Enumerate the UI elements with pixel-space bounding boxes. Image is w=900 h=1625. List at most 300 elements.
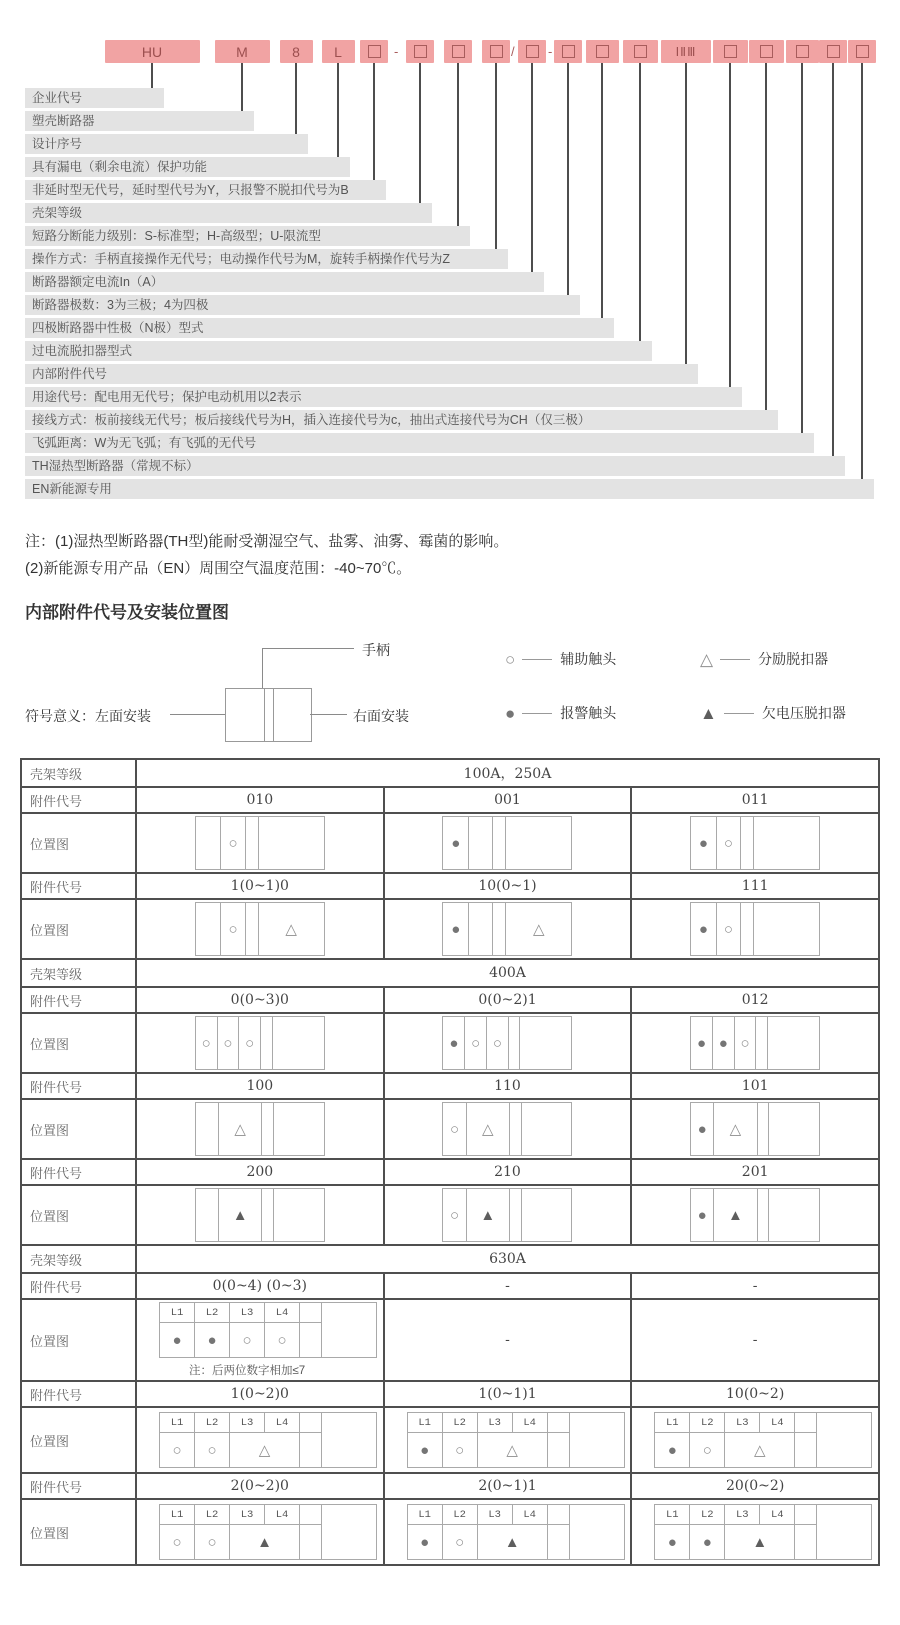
position-diagram-wrap — [632, 1412, 878, 1468]
position-diagram-wrap — [632, 1016, 878, 1070]
pole-body-cell — [443, 1525, 478, 1559]
pole-header-blank — [300, 1505, 322, 1524]
aux-contact-icon: ○ — [740, 1034, 750, 1052]
pole-position-diagram — [654, 1504, 872, 1560]
accessory-code-value: 10(0~1) — [384, 873, 632, 899]
accessory-code-label: 附件代号 — [21, 987, 136, 1013]
breaker-cell — [758, 1189, 770, 1241]
pole-header-row — [160, 1413, 322, 1433]
code-field-label: 非延时型无代号，延时型代号为Y，只报警不脱扣代号为B — [25, 180, 386, 200]
position-diagram-cell — [384, 1499, 632, 1565]
pole-header-l2: L2 — [195, 1505, 230, 1524]
position-diagram-label: 位置图 — [21, 1099, 136, 1159]
pole-header-l4: L4 — [760, 1505, 795, 1524]
position-diagram-cell — [136, 1013, 384, 1073]
code-field-label: 断路器极数：3为三极；4为四极 — [25, 295, 580, 315]
breaker-cell — [691, 1017, 713, 1069]
aux-contact-icon: ○ — [449, 1120, 460, 1138]
alarm-contact-icon: ● — [697, 1120, 707, 1138]
legend-item-label: 报警触头 — [560, 705, 617, 721]
pole-header-l2: L2 — [195, 1413, 230, 1432]
legend-connector-line — [522, 713, 552, 714]
pole-diagram-outline — [654, 1504, 872, 1560]
legend-item — [700, 703, 846, 723]
undervoltage-release-icon: ▲ — [232, 1206, 248, 1224]
breaker-cell — [218, 1017, 240, 1069]
position-diagram-wrap — [137, 1188, 383, 1242]
position-diagram-label: 位置图 — [21, 813, 136, 873]
breaker-cell — [221, 817, 245, 869]
pole-body-cell — [160, 1433, 195, 1467]
pole-body-cell — [725, 1525, 795, 1559]
connector-line — [295, 63, 297, 134]
aux-contact-icon: ○ — [207, 1441, 217, 1459]
position-diagram-cell — [631, 1099, 879, 1159]
pole-body-cell — [408, 1433, 443, 1467]
breaker-cell — [443, 1103, 466, 1155]
aux-contact-icon: ○ — [505, 649, 516, 669]
position-diagram-row — [21, 899, 879, 959]
pole-position-diagram — [159, 1302, 377, 1378]
position-diagram-wrap — [385, 1504, 631, 1560]
pole-diagram-outline — [159, 1302, 377, 1358]
pole-body-cell — [795, 1433, 817, 1467]
pole-body-cell — [160, 1525, 195, 1559]
connector-line — [567, 63, 569, 295]
alarm-contact-icon: ● — [420, 1533, 430, 1551]
accessory-code-label: 附件代号 — [21, 1159, 136, 1185]
connector-line — [495, 63, 497, 249]
position-diagram-cell — [136, 899, 384, 959]
model-code-box — [518, 40, 546, 63]
breaker-cell — [520, 1017, 571, 1069]
connector-line — [241, 63, 243, 111]
pole-header-l1: L1 — [160, 1505, 195, 1524]
undervoltage-release-icon: ▲ — [504, 1533, 520, 1551]
placeholder-square-icon — [526, 45, 539, 58]
frame-level-label: 壳架等级 — [21, 959, 136, 987]
pole-header-l3: L3 — [230, 1413, 265, 1432]
pole-body-cell — [195, 1525, 230, 1559]
connector-line — [601, 63, 603, 318]
alarm-contact-icon: ● — [667, 1441, 677, 1459]
breaker-cell — [717, 817, 741, 869]
aux-contact-icon: ○ — [172, 1533, 182, 1551]
model-code-separator: - — [394, 44, 399, 59]
model-code-diagram — [0, 0, 900, 505]
pole-body-cell — [690, 1433, 725, 1467]
breaker-cell — [246, 903, 259, 955]
aux-contact-icon: ○ — [449, 1206, 460, 1224]
alarm-contact-icon: ● — [698, 920, 708, 938]
pole-body-cell — [655, 1433, 690, 1467]
frame-level-value: 400A — [136, 959, 879, 987]
connector-line — [801, 63, 803, 433]
breaker-position-diagram — [195, 1016, 325, 1070]
connector-line — [457, 63, 459, 226]
pole-header-l3: L3 — [478, 1505, 513, 1524]
accessory-code-row — [21, 1273, 879, 1299]
model-code-box — [713, 40, 748, 63]
alarm-contact-icon: ● — [420, 1441, 430, 1459]
position-diagram-row — [21, 1299, 879, 1381]
accessory-code-row — [21, 787, 879, 813]
pole-table — [408, 1505, 570, 1559]
pole-header-l3: L3 — [230, 1303, 265, 1322]
pole-position-diagram — [159, 1412, 377, 1468]
left-mount-label: 符号意义：左面安装 — [25, 708, 151, 724]
alarm-contact-icon: ● — [702, 1533, 712, 1551]
breaker-position-diagram — [690, 816, 820, 870]
aux-contact-icon: ○ — [723, 920, 733, 938]
legend-item-label: 分励脱扣器 — [758, 651, 829, 667]
pole-header-row — [408, 1413, 570, 1433]
connector-line — [337, 63, 339, 157]
pole-body-row — [160, 1525, 322, 1559]
aux-contact-icon: ○ — [277, 1331, 287, 1349]
position-diagram-cell — [384, 1013, 632, 1073]
breaker-cell — [493, 817, 506, 869]
placeholder-square-icon — [796, 45, 809, 58]
notes — [25, 528, 508, 582]
breaker-cell — [221, 903, 245, 955]
pole-header-l2: L2 — [690, 1413, 725, 1432]
pole-body-cell — [478, 1433, 548, 1467]
pole-header-blank — [548, 1505, 570, 1524]
pole-header-l2: L2 — [690, 1505, 725, 1524]
breaker-cell — [246, 817, 259, 869]
pole-body-row — [655, 1525, 817, 1559]
position-diagram-cell — [631, 813, 879, 873]
pole-header-l1: L1 — [160, 1303, 195, 1322]
code-field-label: 企业代号 — [25, 88, 164, 108]
position-diagram-row — [21, 1185, 879, 1245]
position-diagram-wrap — [137, 1504, 383, 1560]
accessory-code-value: 001 — [384, 787, 632, 813]
pole-body-cell — [230, 1525, 300, 1559]
code-field-label: 断路器额定电流In（A） — [25, 272, 544, 292]
pole-body-row — [408, 1525, 570, 1559]
breaker-cell — [714, 1189, 758, 1241]
model-code-box — [482, 40, 510, 63]
breaker-cell — [196, 1103, 219, 1155]
shunt-release-icon: △ — [482, 1120, 494, 1138]
position-diagram-cell — [631, 1499, 879, 1565]
code-field-label: 壳架等级 — [25, 203, 432, 223]
shunt-release-icon: △ — [533, 920, 545, 938]
undervoltage-release-icon: ▲ — [257, 1533, 272, 1551]
breaker-cell — [510, 1103, 522, 1155]
breaker-cell — [274, 1189, 324, 1241]
model-code-box — [586, 40, 619, 63]
legend-item-label: 欠电压脱扣器 — [761, 705, 846, 721]
accessory-code-label: 附件代号 — [21, 1273, 136, 1299]
pole-header-l4: L4 — [265, 1413, 300, 1432]
model-code-box — [406, 40, 434, 63]
aux-contact-icon: ○ — [223, 1034, 233, 1052]
code-field-label: 具有漏电（剩余电流）保护功能 — [25, 157, 350, 177]
breaker-cell — [443, 817, 469, 869]
alarm-contact-icon: ● — [505, 703, 516, 723]
code-field-label: 过电流脱扣器型式 — [25, 341, 652, 361]
position-diagram-wrap — [385, 1102, 631, 1156]
breaker-cell — [741, 817, 754, 869]
aux-contact-icon: ○ — [172, 1441, 182, 1459]
shunt-release-icon: △ — [234, 1120, 246, 1138]
legend-connector-line — [724, 713, 754, 714]
pole-body-cell — [265, 1323, 300, 1357]
pole-body-row — [408, 1433, 570, 1467]
pole-body-cell — [548, 1433, 570, 1467]
breaker-cell — [691, 1189, 714, 1241]
accessory-code-value: 20(0~2) — [631, 1473, 879, 1499]
breaker-position-diagram — [195, 1188, 325, 1242]
position-diagram-row — [21, 1499, 879, 1565]
code-field-label: 飞弧距离：W为无飞弧；有飞弧的无代号 — [25, 433, 814, 453]
pole-body-cell — [230, 1433, 300, 1467]
pole-header-l4: L4 — [265, 1303, 300, 1322]
breaker-cell — [219, 1103, 263, 1155]
shunt-release-icon: △ — [700, 649, 714, 669]
legend-item — [700, 649, 828, 669]
aux-contact-icon: ○ — [455, 1441, 465, 1459]
accessory-code-row — [21, 987, 879, 1013]
position-diagram-row — [21, 1099, 879, 1159]
aux-contact-icon: ○ — [242, 1331, 252, 1349]
breaker-position-diagram — [195, 816, 325, 870]
breaker-cell — [196, 903, 222, 955]
handle-label: 手柄 — [362, 642, 390, 658]
pole-header-l3: L3 — [230, 1505, 265, 1524]
aux-contact-icon: ○ — [228, 834, 238, 852]
connector-line — [639, 63, 641, 341]
position-diagram-cell — [631, 1185, 879, 1245]
pole-header-blank — [795, 1413, 817, 1432]
accessory-legend — [0, 637, 900, 755]
breaker-cell — [506, 903, 571, 955]
breaker-cell — [196, 817, 222, 869]
placeholder-square-icon — [724, 45, 737, 58]
breaker-cell — [754, 817, 819, 869]
accessory-code-label: 附件代号 — [21, 1473, 136, 1499]
breaker-cell — [714, 1103, 758, 1155]
code-field-label: EN新能源专用 — [25, 479, 874, 499]
pole-header-l4: L4 — [760, 1413, 795, 1432]
frame-level-label: 壳架等级 — [21, 1245, 136, 1273]
placeholder-square-icon — [452, 45, 465, 58]
position-diagram-wrap — [632, 1504, 878, 1560]
pole-body-row — [160, 1323, 322, 1357]
breaker-cell — [469, 817, 493, 869]
legend-connector-line — [720, 659, 750, 660]
pole-header-l1: L1 — [655, 1505, 690, 1524]
shunt-release-icon: △ — [285, 920, 297, 938]
shunt-release-icon: △ — [506, 1441, 518, 1459]
pole-header-l1: L1 — [655, 1413, 690, 1432]
alarm-contact-icon: ● — [718, 1034, 728, 1052]
model-code-box: M — [215, 40, 270, 63]
accessory-code-row — [21, 1381, 879, 1407]
breaker-cell — [769, 1103, 819, 1155]
breaker-cell — [717, 903, 741, 955]
frame-level-row — [21, 1245, 879, 1273]
accessory-code-value: 0(0~4) (0~3) — [136, 1273, 384, 1299]
position-diagram-cell — [136, 1499, 384, 1565]
accessory-code-value: 201 — [631, 1159, 879, 1185]
position-diagram-label: 位置图 — [21, 1185, 136, 1245]
aux-contact-icon: ○ — [471, 1034, 481, 1052]
model-code-box — [360, 40, 388, 63]
code-field-label: TH湿热型断路器（常规不标） — [25, 456, 845, 476]
connector-line — [832, 63, 834, 456]
breaker-cell — [239, 1017, 261, 1069]
position-diagram-label: 位置图 — [21, 899, 136, 959]
position-diagram-wrap — [632, 1332, 878, 1348]
breaker-cell — [691, 1103, 714, 1155]
model-code-box: 8 — [280, 40, 313, 63]
pole-body-cell — [690, 1525, 725, 1559]
pole-diagram-outline — [407, 1504, 625, 1560]
pole-body-cell — [408, 1525, 443, 1559]
placeholder-square-icon — [856, 45, 869, 58]
breaker-cell — [443, 1189, 466, 1241]
connector-line — [151, 63, 153, 88]
accessory-code-value: 210 — [384, 1159, 632, 1185]
model-code-box — [819, 40, 847, 63]
position-diagram-cell — [384, 1407, 632, 1473]
accessory-code-value: 100 — [136, 1073, 384, 1099]
placeholder-square-icon — [596, 45, 609, 58]
section-title: 内部附件代号及安装位置图 — [25, 603, 229, 622]
left-connector-line — [170, 714, 225, 715]
pole-body-cell — [195, 1433, 230, 1467]
position-diagram-cell — [384, 899, 632, 959]
pole-header-l1: L1 — [160, 1413, 195, 1432]
breaker-cell — [259, 817, 324, 869]
breaker-cell — [758, 1103, 770, 1155]
placeholder-square-icon — [827, 45, 840, 58]
pole-body-cell — [655, 1525, 690, 1559]
pole-header-blank — [795, 1505, 817, 1524]
breaker-position-diagram — [195, 902, 325, 956]
placeholder-square-icon — [414, 45, 427, 58]
pole-table — [160, 1413, 322, 1467]
breaker-cell — [691, 817, 717, 869]
breaker-position-diagram — [690, 1188, 820, 1242]
breaker-cell — [259, 903, 324, 955]
pole-body-cell — [725, 1433, 795, 1467]
model-code-box — [749, 40, 784, 63]
pole-diagram-outline — [654, 1412, 872, 1468]
pole-table — [160, 1303, 322, 1357]
position-diagram-cell — [384, 813, 632, 873]
pole-header-l2: L2 — [443, 1413, 478, 1432]
breaker-position-diagram — [442, 1102, 572, 1156]
pole-diagram-outline — [407, 1412, 625, 1468]
breaker-cell — [735, 1017, 757, 1069]
breaker-outline — [225, 688, 312, 742]
breaker-cell — [261, 1017, 273, 1069]
placeholder-square-icon — [634, 45, 647, 58]
undervoltage-release-icon: ▲ — [752, 1533, 768, 1551]
breaker-cell — [274, 1103, 324, 1155]
aux-contact-icon: ○ — [702, 1441, 712, 1459]
position-diagram-cell — [631, 1299, 879, 1381]
accessory-code-value: 1(0~2)0 — [136, 1381, 384, 1407]
placeholder-square-icon — [760, 45, 773, 58]
breaker-cell — [713, 1017, 735, 1069]
legend-item — [505, 703, 616, 723]
breaker-cell — [769, 1189, 819, 1241]
pole-table — [160, 1505, 322, 1559]
breaker-inner-line — [264, 689, 265, 741]
pole-position-diagram — [654, 1412, 872, 1468]
position-diagram-wrap — [385, 1016, 631, 1070]
breaker-cell — [196, 1017, 218, 1069]
code-field-label: 设计序号 — [25, 134, 308, 154]
pole-body-row — [160, 1433, 322, 1467]
handle-connector-line — [262, 648, 263, 688]
pole-position-diagram — [407, 1412, 625, 1468]
pole-position-diagram — [407, 1504, 625, 1560]
pole-header-l3: L3 — [725, 1505, 760, 1524]
accessory-position-table — [20, 758, 880, 1566]
position-diagram-wrap — [137, 1412, 383, 1468]
breaker-cell — [509, 1017, 521, 1069]
code-field-label: 接线方式：板前接线无代号；板后接线代号为H，插入连接代号为c，抽出式连接代号为CH（仅三极） — [25, 410, 778, 430]
position-diagram-label: 位置图 — [21, 1013, 136, 1073]
position-diagram-cell — [631, 1013, 879, 1073]
breaker-cell — [196, 1189, 219, 1241]
code-field-label: 四极断路器中性极（N极）型式 — [25, 318, 614, 338]
position-diagram-row — [21, 1013, 879, 1073]
breaker-position-diagram — [195, 1102, 325, 1156]
position-diagram-wrap — [632, 1188, 878, 1242]
breaker-position-diagram — [690, 1016, 820, 1070]
pole-body-cell — [300, 1525, 322, 1559]
breaker-cell — [262, 1103, 274, 1155]
pole-header-blank — [300, 1413, 322, 1432]
position-diagram-cell — [136, 1299, 384, 1381]
breaker-cell — [467, 1103, 511, 1155]
aux-contact-icon: ○ — [455, 1533, 465, 1551]
placeholder-square-icon — [368, 45, 381, 58]
breaker-cell — [522, 1103, 572, 1155]
breaker-cell — [443, 1017, 465, 1069]
alarm-contact-icon: ● — [451, 834, 461, 852]
breaker-cell — [691, 903, 717, 955]
connector-line — [685, 63, 687, 364]
pole-header-l4: L4 — [265, 1505, 300, 1524]
breaker-cell — [756, 1017, 768, 1069]
handle-connector-line — [262, 648, 354, 649]
pole-header-row — [655, 1505, 817, 1525]
aux-contact-icon: ○ — [245, 1034, 255, 1052]
model-code-box — [623, 40, 658, 63]
accessory-code-value: 110 — [384, 1073, 632, 1099]
position-diagram-cell — [384, 1299, 632, 1381]
frame-level-value: 630A — [136, 1245, 879, 1273]
accessory-code-value: 1(0~1)0 — [136, 873, 384, 899]
model-code-separator: - — [548, 44, 553, 59]
position-diagram-wrap — [137, 1102, 383, 1156]
accessory-code-value: 012 — [631, 987, 879, 1013]
breaker-cell — [469, 903, 493, 955]
accessory-code-value: 0(0~2)1 — [384, 987, 632, 1013]
accessory-code-value: 101 — [631, 1073, 879, 1099]
breaker-cell — [510, 1189, 522, 1241]
accessory-code-value: 1(0~1)1 — [384, 1381, 632, 1407]
